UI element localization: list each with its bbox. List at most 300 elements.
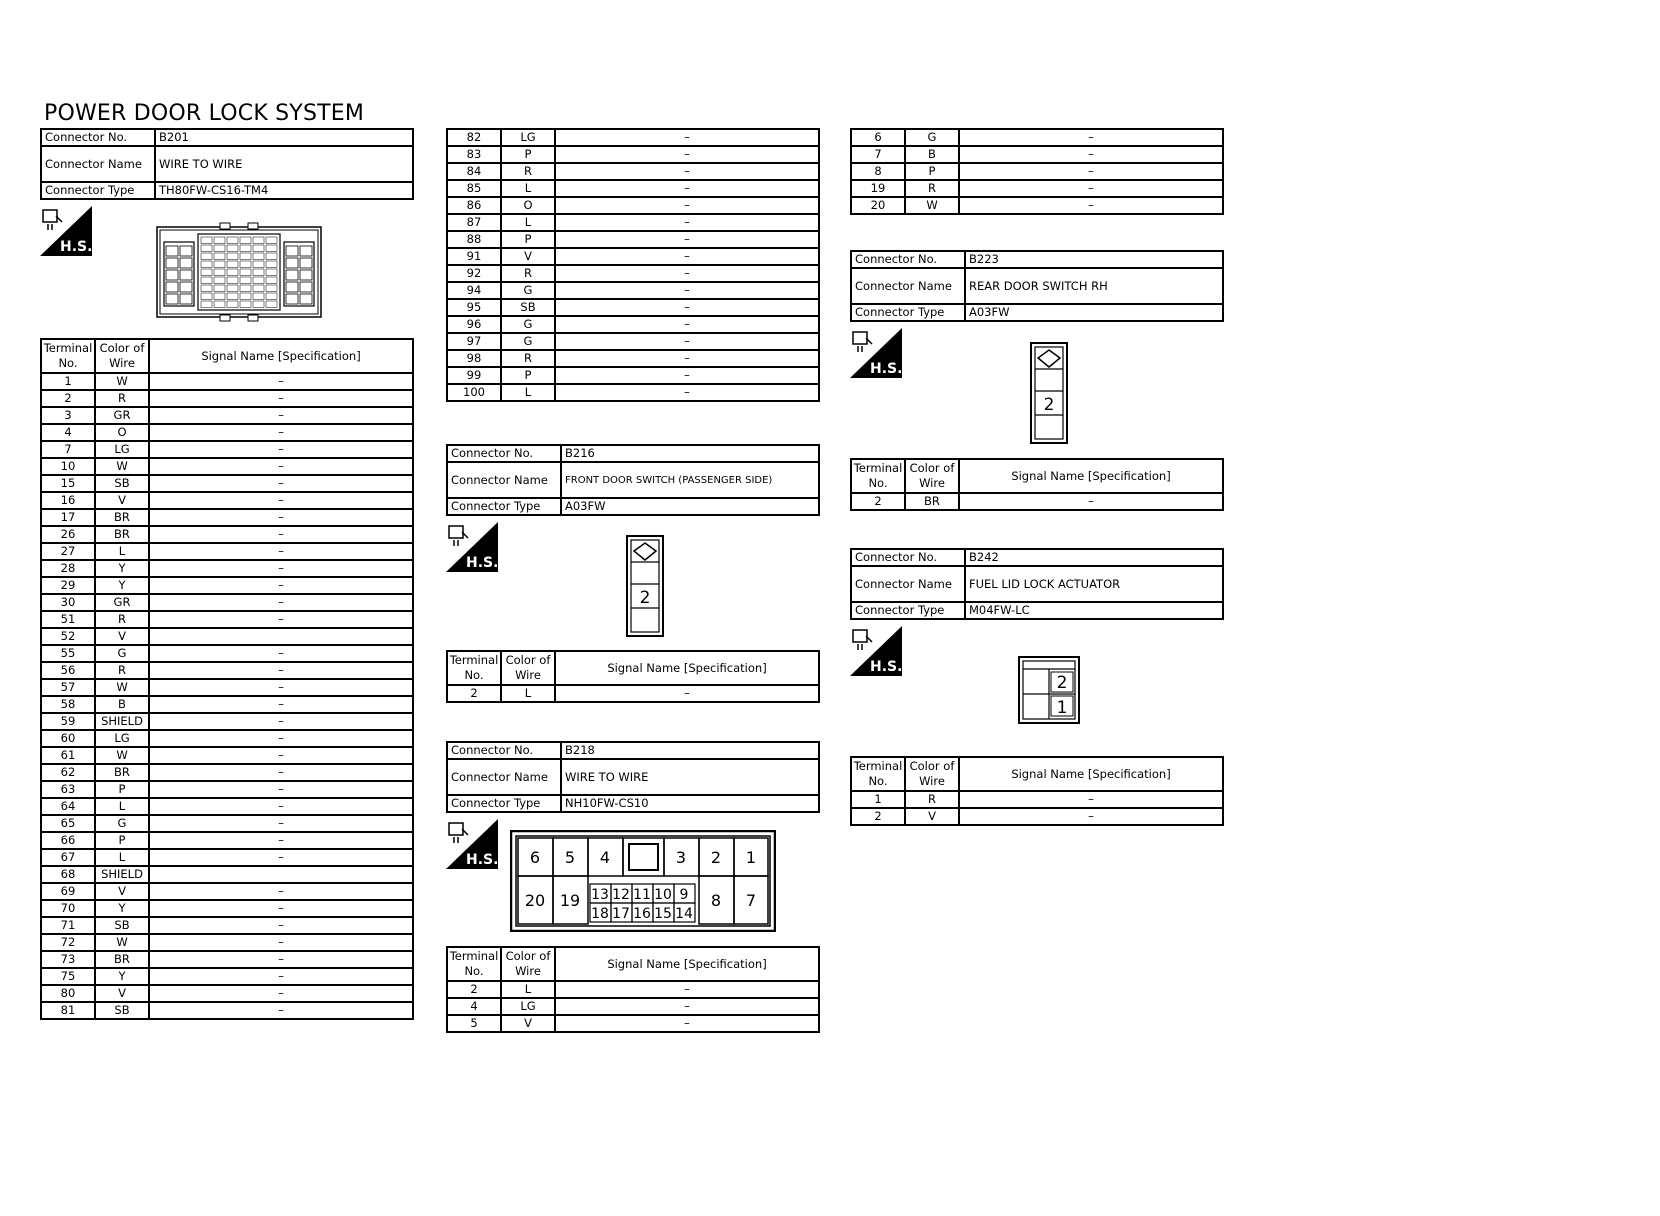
wire-color-cell: W bbox=[905, 197, 959, 214]
terminal-no-cell: 56 bbox=[41, 662, 95, 679]
table-row bbox=[41, 390, 413, 407]
table-row bbox=[447, 282, 819, 299]
terminal-no-cell: 72 bbox=[41, 934, 95, 951]
connector-cavity bbox=[266, 261, 277, 268]
signal-name-cell: – bbox=[555, 316, 819, 333]
table-row bbox=[41, 543, 413, 560]
connector-cavity bbox=[266, 253, 277, 260]
signal-name-cell: – bbox=[149, 594, 413, 611]
wire-color-cell: O bbox=[95, 424, 149, 441]
connector-cavity bbox=[214, 301, 225, 308]
terminal-table-b218-continued bbox=[850, 128, 1224, 215]
connector-cavity bbox=[227, 253, 238, 260]
wire-color-cell: V bbox=[95, 985, 149, 1002]
pin-label: 2 bbox=[1043, 395, 1055, 415]
pin-label: 18 bbox=[591, 906, 609, 922]
connector-type-label: Connector Type bbox=[447, 795, 561, 812]
signal-name-cell: – bbox=[149, 934, 413, 951]
signal-name-cell: – bbox=[555, 248, 819, 265]
wire-color-cell: BR bbox=[95, 526, 149, 543]
signal-name-cell: – bbox=[959, 163, 1223, 180]
wire-color-cell: V bbox=[905, 808, 959, 825]
terminal-no-cell: 82 bbox=[447, 129, 501, 146]
table-row bbox=[41, 594, 413, 611]
connector-type-value: NH10FW-CS10 bbox=[561, 795, 819, 812]
signal-name-cell: – bbox=[149, 713, 413, 730]
connector-name-label: Connector Name bbox=[41, 146, 155, 182]
harness-side-icon bbox=[446, 522, 498, 572]
connector-cavity bbox=[214, 237, 225, 244]
connector-cavity bbox=[253, 301, 264, 308]
connector-name-value: WIRE TO WIRE bbox=[155, 146, 413, 182]
connector-cavity bbox=[266, 269, 277, 276]
terminal-no-header: Terminal No. bbox=[851, 459, 905, 493]
table-row bbox=[41, 441, 413, 458]
connector-name-label: Connector Name bbox=[851, 268, 965, 304]
terminal-no-cell: 2 bbox=[851, 808, 905, 825]
table-row bbox=[41, 679, 413, 696]
connector-cavity bbox=[253, 261, 264, 268]
connector-type-label: Connector Type bbox=[447, 498, 561, 515]
connector-no-value: B242 bbox=[965, 549, 1223, 566]
connector-name-label: Connector Name bbox=[447, 759, 561, 795]
table-row bbox=[41, 951, 413, 968]
signal-name-cell: – bbox=[959, 197, 1223, 214]
terminal-no-cell: 83 bbox=[447, 146, 501, 163]
table-row bbox=[851, 146, 1223, 163]
terminal-no-cell: 87 bbox=[447, 214, 501, 231]
wire-color-cell: W bbox=[95, 458, 149, 475]
signal-name-cell: – bbox=[149, 390, 413, 407]
connector-no-value: B223 bbox=[965, 251, 1223, 268]
signal-name-cell: – bbox=[149, 373, 413, 390]
connector-cavity bbox=[240, 269, 251, 276]
pin-label: 6 bbox=[529, 848, 541, 867]
signal-name-header: Signal Name [Specification] bbox=[149, 339, 413, 373]
table-row bbox=[851, 808, 1223, 825]
signal-name-cell: – bbox=[149, 985, 413, 1002]
table-row bbox=[41, 764, 413, 781]
terminal-no-cell: 62 bbox=[41, 764, 95, 781]
connector-cavity bbox=[253, 245, 264, 252]
signal-name-cell: – bbox=[149, 815, 413, 832]
table-row bbox=[851, 129, 1223, 146]
wire-color-cell: SB bbox=[501, 299, 555, 316]
terminal-table-b223 bbox=[850, 458, 1224, 511]
connector-cavity bbox=[227, 269, 238, 276]
wire-color-cell: R bbox=[95, 662, 149, 679]
connector-type-value: A03FW bbox=[965, 304, 1223, 321]
connector-cavity bbox=[227, 277, 238, 284]
wire-color-cell: GR bbox=[95, 407, 149, 424]
connector-cavity bbox=[266, 293, 277, 300]
harness-side-icon bbox=[40, 206, 92, 256]
signal-name-cell bbox=[149, 866, 413, 883]
wire-color-cell: GR bbox=[95, 594, 149, 611]
table-row bbox=[41, 1002, 413, 1019]
terminal-no-cell: 51 bbox=[41, 611, 95, 628]
wire-color-cell: W bbox=[95, 679, 149, 696]
signal-name-cell: – bbox=[555, 1015, 819, 1032]
hs-label: H.S. bbox=[466, 852, 498, 868]
color-of-wire-header: Color of Wire bbox=[501, 651, 555, 685]
terminal-no-cell: 92 bbox=[447, 265, 501, 282]
terminal-no-cell: 88 bbox=[447, 231, 501, 248]
signal-name-cell: – bbox=[555, 197, 819, 214]
terminal-no-cell: 75 bbox=[41, 968, 95, 985]
signal-name-cell: – bbox=[149, 560, 413, 577]
wire-color-cell: P bbox=[501, 367, 555, 384]
wire-color-cell: P bbox=[905, 163, 959, 180]
signal-name-cell: – bbox=[149, 441, 413, 458]
table-row bbox=[851, 791, 1223, 808]
pin-label: 19 bbox=[559, 891, 581, 910]
pin-label: 20 bbox=[524, 891, 546, 910]
table-row bbox=[41, 560, 413, 577]
terminal-no-cell: 81 bbox=[41, 1002, 95, 1019]
table-row bbox=[851, 493, 1223, 510]
connector-cavity bbox=[240, 245, 251, 252]
table-row bbox=[41, 611, 413, 628]
wire-color-cell: R bbox=[95, 611, 149, 628]
table-row bbox=[447, 163, 819, 180]
terminal-no-cell: 57 bbox=[41, 679, 95, 696]
harness-side-icon bbox=[446, 819, 498, 869]
wire-color-cell: L bbox=[501, 180, 555, 197]
wire-color-cell: P bbox=[95, 781, 149, 798]
wire-color-cell: SHIELD bbox=[95, 866, 149, 883]
signal-name-cell: – bbox=[555, 685, 819, 702]
signal-name-cell: – bbox=[555, 981, 819, 998]
signal-name-header: Signal Name [Specification] bbox=[959, 757, 1223, 791]
terminal-no-cell: 26 bbox=[41, 526, 95, 543]
terminal-no-cell: 2 bbox=[41, 390, 95, 407]
table-row bbox=[447, 350, 819, 367]
terminal-no-cell: 17 bbox=[41, 509, 95, 526]
terminal-no-cell: 2 bbox=[447, 685, 501, 702]
table-row bbox=[851, 163, 1223, 180]
terminal-no-cell: 55 bbox=[41, 645, 95, 662]
connector-name-label: Connector Name bbox=[851, 566, 965, 602]
connector-b216-diagram bbox=[626, 535, 664, 641]
wire-color-cell: L bbox=[95, 798, 149, 815]
signal-name-cell: – bbox=[149, 458, 413, 475]
table-row bbox=[41, 883, 413, 900]
connector-type-value: TH80FW-CS16-TM4 bbox=[155, 182, 413, 199]
terminal-no-cell: 97 bbox=[447, 333, 501, 350]
terminal-no-cell: 19 bbox=[851, 180, 905, 197]
wire-color-cell: L bbox=[501, 384, 555, 401]
wire-color-cell: SHIELD bbox=[95, 713, 149, 730]
signal-name-cell: – bbox=[149, 492, 413, 509]
connector-cavity bbox=[266, 245, 277, 252]
connector-cavity bbox=[227, 285, 238, 292]
signal-name-cell: – bbox=[959, 791, 1223, 808]
connector-type-value: A03FW bbox=[561, 498, 819, 515]
color-of-wire-header: Color of Wire bbox=[501, 947, 555, 981]
terminal-no-header: Terminal No. bbox=[447, 947, 501, 981]
signal-name-cell: – bbox=[959, 808, 1223, 825]
terminal-no-cell: 2 bbox=[851, 493, 905, 510]
connector-cavity bbox=[253, 285, 264, 292]
signal-name-cell: – bbox=[149, 1002, 413, 1019]
connector-cavity bbox=[227, 245, 238, 252]
table-row bbox=[41, 628, 413, 645]
connector-cavity bbox=[201, 293, 212, 300]
harness-side-icon bbox=[850, 626, 902, 676]
connector-cavity bbox=[266, 277, 277, 284]
table-row bbox=[41, 968, 413, 985]
connector-cavity bbox=[201, 261, 212, 268]
connector-cavity bbox=[240, 293, 251, 300]
connector-no-label: Connector No. bbox=[851, 251, 965, 268]
pin-label: 10 bbox=[654, 887, 672, 903]
connector-b201-header bbox=[40, 128, 414, 200]
terminal-table-b218 bbox=[446, 946, 820, 1033]
color-of-wire-header: Color of Wire bbox=[905, 757, 959, 791]
terminal-no-cell: 100 bbox=[447, 384, 501, 401]
terminal-no-cell: 86 bbox=[447, 197, 501, 214]
wire-color-cell: LG bbox=[501, 129, 555, 146]
signal-name-cell: – bbox=[149, 764, 413, 781]
table-row bbox=[41, 917, 413, 934]
terminal-no-cell: 65 bbox=[41, 815, 95, 832]
connector-no-label: Connector No. bbox=[851, 549, 965, 566]
table-row bbox=[41, 985, 413, 1002]
table-row bbox=[447, 1015, 819, 1032]
connector-no-label: Connector No. bbox=[447, 742, 561, 759]
connector-cavity bbox=[253, 237, 264, 244]
signal-name-cell: – bbox=[555, 146, 819, 163]
pin-label: 4 bbox=[599, 848, 611, 867]
signal-name-cell: – bbox=[149, 900, 413, 917]
signal-name-cell: – bbox=[149, 679, 413, 696]
connector-b201-diagram bbox=[156, 222, 322, 326]
pin-label: 12 bbox=[612, 887, 630, 903]
signal-name-cell: – bbox=[149, 543, 413, 560]
terminal-table-b201-continued bbox=[446, 128, 820, 402]
connector-cavity bbox=[201, 245, 212, 252]
table-row bbox=[41, 577, 413, 594]
wire-color-cell: L bbox=[501, 685, 555, 702]
connector-cavity bbox=[214, 253, 225, 260]
signal-name-cell: – bbox=[149, 662, 413, 679]
table-row bbox=[41, 645, 413, 662]
table-row bbox=[41, 407, 413, 424]
terminal-no-header: Terminal No. bbox=[41, 339, 95, 373]
signal-name-cell: – bbox=[555, 163, 819, 180]
pin-label: 5 bbox=[564, 848, 576, 867]
signal-name-header: Signal Name [Specification] bbox=[555, 947, 819, 981]
wire-color-cell: G bbox=[501, 316, 555, 333]
signal-name-cell: – bbox=[149, 424, 413, 441]
pin-label: 13 bbox=[591, 887, 609, 903]
wire-color-cell: Y bbox=[95, 968, 149, 985]
terminal-no-cell: 60 bbox=[41, 730, 95, 747]
signal-name-cell: – bbox=[149, 798, 413, 815]
terminal-no-cell: 27 bbox=[41, 543, 95, 560]
table-row bbox=[41, 424, 413, 441]
terminal-no-cell: 61 bbox=[41, 747, 95, 764]
wire-color-cell: L bbox=[95, 543, 149, 560]
connector-cavity bbox=[227, 301, 238, 308]
terminal-no-cell: 71 bbox=[41, 917, 95, 934]
terminal-no-cell: 2 bbox=[447, 981, 501, 998]
connector-cavity bbox=[266, 285, 277, 292]
table-row bbox=[447, 197, 819, 214]
terminal-no-cell: 28 bbox=[41, 560, 95, 577]
wire-color-cell: BR bbox=[95, 764, 149, 781]
table-row bbox=[41, 730, 413, 747]
table-row bbox=[447, 316, 819, 333]
hs-label: H.S. bbox=[466, 555, 498, 571]
signal-name-cell: – bbox=[149, 968, 413, 985]
signal-name-cell: – bbox=[149, 832, 413, 849]
table-row bbox=[41, 832, 413, 849]
connector-b218-diagram bbox=[510, 830, 776, 936]
pin-label: 2 bbox=[1056, 673, 1068, 693]
connector-type-label: Connector Type bbox=[851, 304, 965, 321]
terminal-no-cell: 1 bbox=[851, 791, 905, 808]
signal-name-cell: – bbox=[555, 129, 819, 146]
wire-color-cell: L bbox=[95, 849, 149, 866]
connector-cavity bbox=[227, 293, 238, 300]
terminal-no-cell: 63 bbox=[41, 781, 95, 798]
wire-color-cell: P bbox=[501, 231, 555, 248]
connector-cavity bbox=[201, 285, 212, 292]
table-row bbox=[447, 265, 819, 282]
signal-name-cell: – bbox=[555, 282, 819, 299]
connector-name-label: Connector Name bbox=[447, 462, 561, 498]
connector-cavity bbox=[214, 261, 225, 268]
terminal-no-cell: 95 bbox=[447, 299, 501, 316]
wire-color-cell: R bbox=[501, 265, 555, 282]
terminal-no-cell: 70 bbox=[41, 900, 95, 917]
pin-label: 1 bbox=[1056, 698, 1068, 718]
signal-name-cell: – bbox=[555, 299, 819, 316]
terminal-table-b201 bbox=[40, 338, 414, 1020]
signal-name-cell: – bbox=[149, 475, 413, 492]
connector-b223-header bbox=[850, 250, 1224, 322]
terminal-no-header: Terminal No. bbox=[851, 757, 905, 791]
connector-type-label: Connector Type bbox=[41, 182, 155, 199]
connector-cavity bbox=[201, 253, 212, 260]
color-of-wire-header: Color of Wire bbox=[95, 339, 149, 373]
wire-color-cell: R bbox=[905, 791, 959, 808]
wire-color-cell: O bbox=[501, 197, 555, 214]
terminal-no-cell: 91 bbox=[447, 248, 501, 265]
wire-color-cell: V bbox=[95, 492, 149, 509]
table-row bbox=[41, 747, 413, 764]
terminal-no-cell: 29 bbox=[41, 577, 95, 594]
table-row bbox=[447, 333, 819, 350]
connector-cavity bbox=[240, 261, 251, 268]
connector-name-value: FUEL LID LOCK ACTUATOR bbox=[965, 566, 1223, 602]
table-row bbox=[41, 866, 413, 883]
terminal-no-cell: 7 bbox=[851, 146, 905, 163]
terminal-no-cell: 8 bbox=[851, 163, 905, 180]
wire-color-cell: Y bbox=[95, 577, 149, 594]
signal-name-cell: – bbox=[149, 883, 413, 900]
signal-name-cell: – bbox=[149, 781, 413, 798]
connector-cavity bbox=[214, 245, 225, 252]
connector-cavity bbox=[253, 253, 264, 260]
table-row bbox=[447, 367, 819, 384]
signal-name-cell: – bbox=[555, 231, 819, 248]
pin-label: 1 bbox=[745, 848, 757, 867]
connector-no-value: B216 bbox=[561, 445, 819, 462]
wire-color-cell: V bbox=[501, 1015, 555, 1032]
pin-label: 8 bbox=[710, 891, 722, 910]
connector-no-label: Connector No. bbox=[41, 129, 155, 146]
pin-label: 16 bbox=[633, 906, 651, 922]
connector-cavity bbox=[266, 301, 277, 308]
table-row bbox=[447, 146, 819, 163]
connector-cavity bbox=[227, 261, 238, 268]
terminal-table-b242 bbox=[850, 756, 1224, 826]
table-row bbox=[41, 900, 413, 917]
connector-cavity bbox=[201, 237, 212, 244]
signal-name-cell: – bbox=[149, 849, 413, 866]
table-row bbox=[447, 231, 819, 248]
connector-cavity bbox=[201, 301, 212, 308]
signal-name-header: Signal Name [Specification] bbox=[555, 651, 819, 685]
connector-b218-header bbox=[446, 741, 820, 813]
terminal-no-cell: 64 bbox=[41, 798, 95, 815]
signal-name-cell: – bbox=[149, 407, 413, 424]
terminal-no-cell: 58 bbox=[41, 696, 95, 713]
table-row bbox=[41, 849, 413, 866]
signal-name-cell: – bbox=[149, 577, 413, 594]
connector-no-value: B218 bbox=[561, 742, 819, 759]
terminal-no-header: Terminal No. bbox=[447, 651, 501, 685]
connector-cavity bbox=[240, 285, 251, 292]
table-row bbox=[447, 180, 819, 197]
terminal-no-cell: 98 bbox=[447, 350, 501, 367]
wire-color-cell: BR bbox=[95, 509, 149, 526]
signal-name-cell: – bbox=[959, 180, 1223, 197]
wire-color-cell: LG bbox=[501, 998, 555, 1015]
terminal-no-cell: 85 bbox=[447, 180, 501, 197]
connector-cavity bbox=[214, 269, 225, 276]
signal-name-cell: – bbox=[555, 384, 819, 401]
table-row bbox=[41, 696, 413, 713]
wire-color-cell: SB bbox=[95, 475, 149, 492]
terminal-no-cell: 16 bbox=[41, 492, 95, 509]
terminal-no-cell: 99 bbox=[447, 367, 501, 384]
connector-b242-header bbox=[850, 548, 1224, 620]
terminal-no-cell: 15 bbox=[41, 475, 95, 492]
pin-label: 15 bbox=[654, 906, 672, 922]
table-row bbox=[447, 214, 819, 231]
table-row bbox=[41, 458, 413, 475]
connector-cavity bbox=[201, 269, 212, 276]
connector-name-value: REAR DOOR SWITCH RH bbox=[965, 268, 1223, 304]
table-row bbox=[41, 373, 413, 390]
table-row bbox=[41, 815, 413, 832]
table-row bbox=[41, 934, 413, 951]
connector-b223-diagram bbox=[1030, 342, 1068, 448]
wire-color-cell: P bbox=[95, 832, 149, 849]
connector-cavity bbox=[240, 253, 251, 260]
terminal-no-cell: 94 bbox=[447, 282, 501, 299]
connector-type-label: Connector Type bbox=[851, 602, 965, 619]
pin-label: 3 bbox=[675, 848, 687, 867]
table-row bbox=[447, 248, 819, 265]
terminal-no-cell: 96 bbox=[447, 316, 501, 333]
table-row bbox=[851, 197, 1223, 214]
signal-name-cell: – bbox=[555, 367, 819, 384]
